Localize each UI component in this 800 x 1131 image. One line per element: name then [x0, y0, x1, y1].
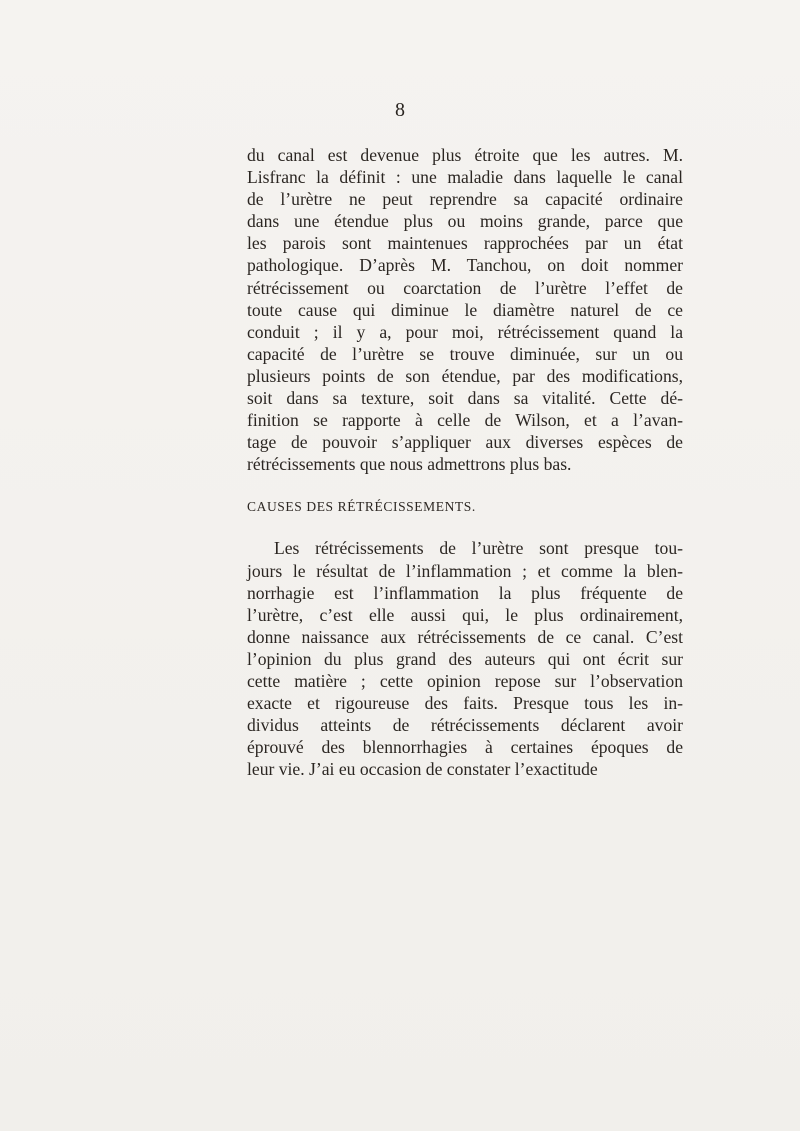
text-line: leur vie. J’ai eu occasion de constater l’exactitude	[247, 759, 598, 780]
text-line: de l’urètre ne peut reprendre sa capacité ordinaire	[247, 189, 683, 210]
text-line: plusieurs points de son étendue, par des modifications,	[247, 365, 683, 386]
text-line: dividus atteints de rétrécissements déclarent avoir	[247, 715, 683, 736]
text-line: soit dans sa texture, soit dans sa vitalité. Cette dé-	[247, 388, 683, 409]
section-heading: CAUSES DES RÉTRÉCISSEMENTS.	[247, 499, 476, 515]
text-line: exacte et rigoureuse des faits. Presque tous les in-	[247, 693, 683, 714]
text-line: les parois sont maintenues rapprochées par un état	[247, 233, 683, 254]
text-line: Lisfranc la définit : une maladie dans laquelle le canal	[247, 167, 683, 188]
text-line: capacité de l’urètre se trouve diminuée, sur un ou	[247, 343, 683, 364]
text-line: l’opinion du plus grand des auteurs qui ont écrit sur	[247, 648, 683, 669]
page-number: 8	[395, 99, 405, 121]
text-line: toute cause qui diminue le diamètre naturel de ce	[247, 299, 683, 320]
text-line: jours le résultat de l’inflammation ; et comme la blen-	[247, 560, 683, 581]
text-line: donne naissance aux rétrécissements de ce canal. C’est	[247, 626, 683, 647]
text-line: l’urètre, c’est elle aussi qui, le plus ordinairement,	[247, 604, 683, 625]
body-text	[247, 144, 683, 780]
text-line: cette matière ; cette opinion repose sur l’observation	[247, 670, 683, 691]
text-line: pathologique. D’après M. Tanchou, on doit nommer	[247, 255, 683, 276]
text-line: éprouvé des blennorrhagies à certaines époques de	[247, 737, 683, 758]
text-line: rétrécissements que nous admettrons plus bas.	[247, 454, 572, 475]
text-line: du canal est devenue plus étroite que les autres. M.	[247, 145, 683, 165]
paragraph-causes	[247, 537, 683, 780]
text-line: conduit ; il y a, pour moi, rétrécissement quand la	[247, 321, 683, 342]
text-line: finition se rapporte à celle de Wilson, et a l’avan-	[247, 410, 683, 431]
text-line: norrhagie est l’inflammation la plus fréquente de	[247, 582, 683, 603]
paragraph-definition	[247, 144, 683, 475]
text-line: tage de pouvoir s’appliquer aux diverses espèces de	[247, 432, 683, 453]
text-line: Les rétrécissements de l’urètre sont presque tou-	[274, 538, 683, 559]
text-line: rétrécissement ou coarctation de l’urètre l’effet de	[247, 277, 683, 298]
text-line: dans une étendue plus ou moins grande, parce que	[247, 211, 683, 232]
